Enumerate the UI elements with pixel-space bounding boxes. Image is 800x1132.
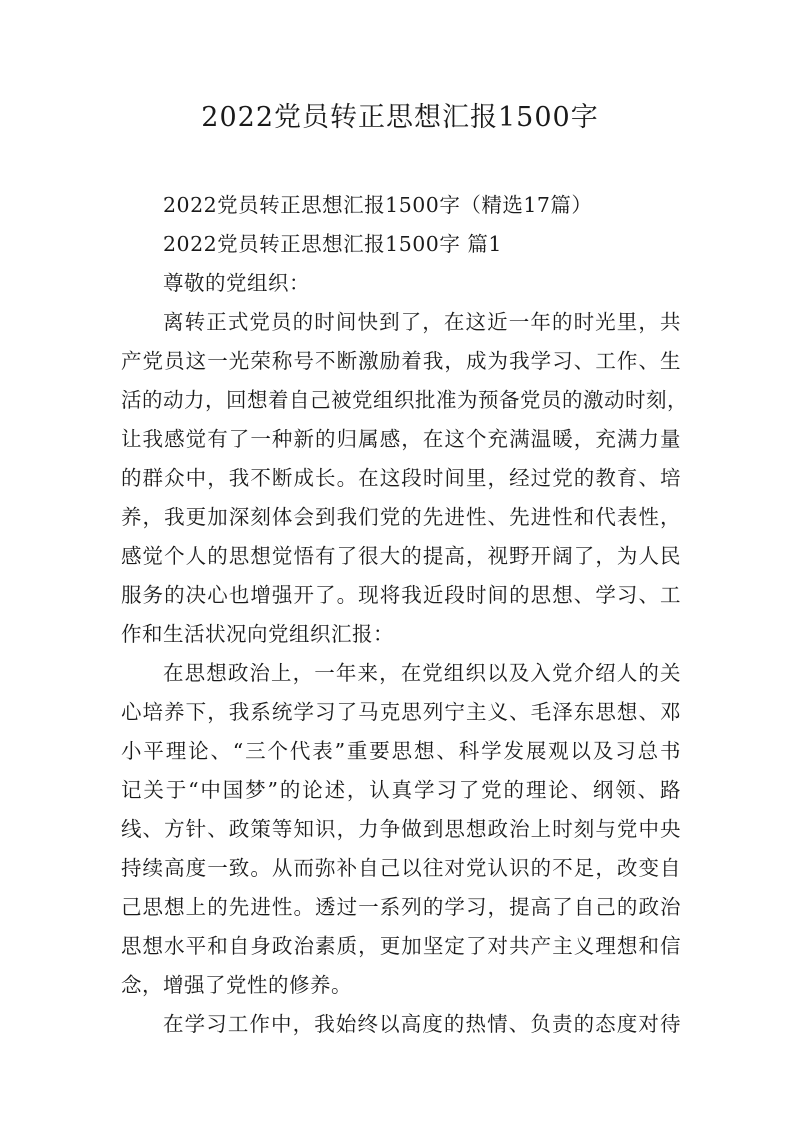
body-text-line: 持续高度一致。从而弥补自己以往对党认识的不足，改变自	[121, 856, 681, 880]
body-text-line: 作和生活状况向党组织汇报：	[121, 622, 394, 646]
body-text-line: 2022党员转正思想汇报1500字（精选17篇）	[163, 193, 593, 217]
body-text-line: 2022党员转正思想汇报1500字 篇1	[163, 232, 502, 256]
document-title: 2022党员转正思想汇报1500字	[201, 102, 599, 133]
body-text-line: 心培养下，我系统学习了马克思列宁主义、毛泽东思想、邓	[121, 700, 681, 724]
body-text-line: 尊敬的党组织：	[163, 271, 310, 295]
body-text-line: 产党员这一光荣称号不断激励着我，成为我学习、工作、生	[121, 349, 681, 373]
body-text-line: 小平理论、“三个代表”重要思想、科学发展观以及习总书	[121, 739, 681, 763]
body-text-line: 活的动力，回想着自己被党组织批准为预备党员的激动时刻，	[121, 388, 688, 412]
body-text-line: 离转正式党员的时间快到了，在这近一年的时光里，共	[163, 310, 681, 334]
body-text-line: 服务的决心也增强开了。现将我近段时间的思想、学习、工	[121, 583, 681, 607]
body-text-line: 记关于“中国梦”的论述，认真学习了党的理论、纲领、路	[121, 778, 681, 802]
body-text-line: 养，我更加深刻体会到我们党的先进性、先进性和代表性，	[121, 505, 681, 529]
body-text-line: 的群众中，我不断成长。在这段时间里，经过党的教育、培	[121, 466, 681, 490]
document-body	[121, 186, 688, 1044]
body-text-line: 线、方针、政策等知识，力争做到思想政治上时刻与党中央	[121, 817, 681, 841]
body-text-line: 念，增强了党性的修养。	[121, 973, 352, 997]
body-text-line: 让我感觉有了一种新的归属感，在这个充满温暖，充满力量	[121, 427, 681, 451]
body-text-line: 己思想上的先进性。透过一系列的学习，提高了自己的政治	[121, 895, 681, 919]
body-text-line: 在学习工作中，我始终以高度的热情、负责的态度对待	[163, 1012, 681, 1036]
body-text-line: 在思想政治上，一年来，在党组织以及入党介绍人的关	[163, 661, 681, 685]
body-text-line: 思想水平和自身政治素质，更加坚定了对共产主义理想和信	[121, 934, 681, 958]
body-text-line: 感觉个人的思想觉悟有了很大的提高，视野开阔了，为人民	[121, 544, 681, 568]
